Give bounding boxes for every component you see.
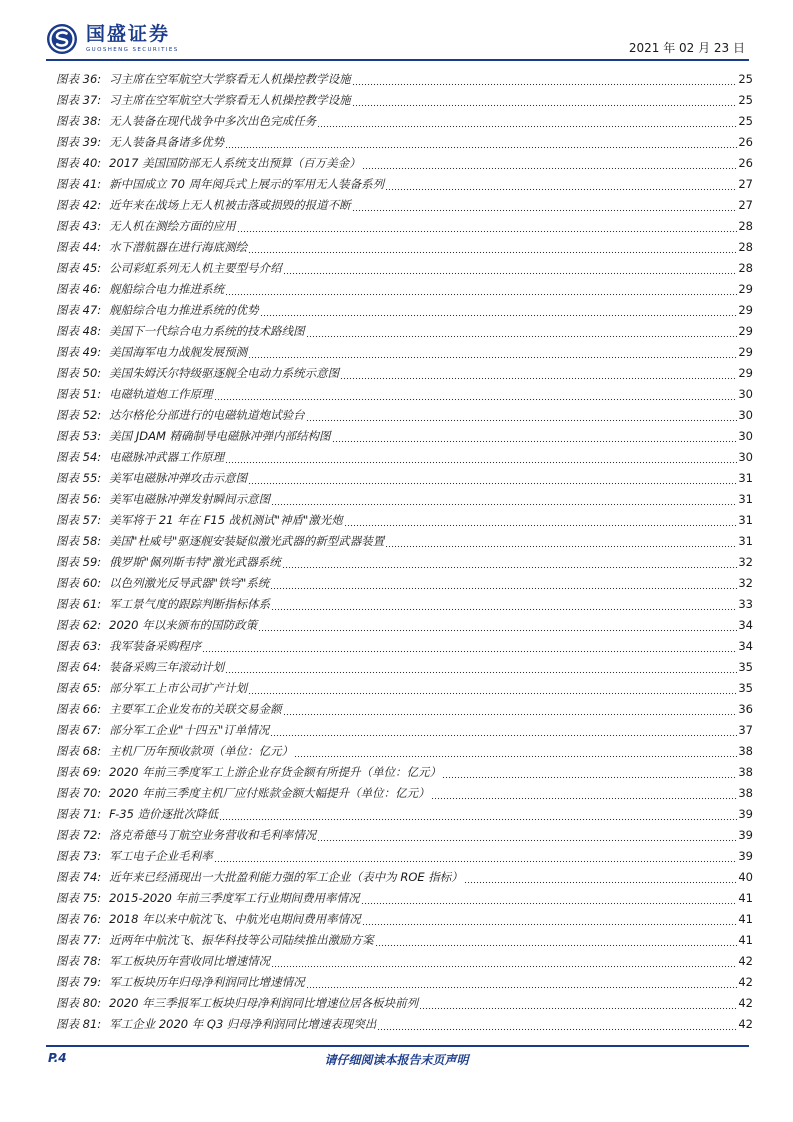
toc-dot-leader [283, 265, 738, 275]
toc-entry-page: 28 [738, 261, 753, 275]
toc-entry-page: 31 [738, 471, 753, 485]
toc-entry[interactable] [56, 571, 753, 592]
toc-entry[interactable] [56, 193, 753, 214]
toc-dot-leader [317, 832, 737, 842]
toc-dot-leader [214, 391, 738, 401]
toc-entry[interactable] [56, 340, 753, 361]
toc-entry-page: 30 [738, 450, 753, 464]
toc-entry[interactable] [56, 949, 753, 970]
toc-dot-leader [225, 664, 737, 674]
report-date: 2021 年 02 月 23 日 [628, 41, 745, 55]
toc-entry-page: 31 [738, 534, 753, 548]
toc-entry-label: 图表 78: [56, 954, 102, 968]
toc-entry-label: 图表 73: [56, 849, 102, 863]
toc-entry-label: 图表 55: [56, 471, 102, 485]
header-divider [46, 59, 749, 61]
toc-entry-page: 41 [738, 912, 753, 926]
toc-entry-page: 29 [738, 345, 753, 359]
toc-entry-label: 图表 40: [56, 156, 102, 170]
toc-dot-leader [306, 412, 738, 422]
toc-entry-page: 38 [738, 744, 753, 758]
toc-entry-title: 以色列激光反导武器"铁穹"系统 [109, 576, 270, 590]
toc-dot-leader [248, 349, 737, 359]
toc-entry-page: 37 [738, 723, 753, 737]
toc-entry-page: 34 [738, 639, 753, 653]
toc-entry-page: 38 [738, 786, 753, 800]
toc-dot-leader [362, 160, 738, 170]
toc-dot-leader [344, 517, 738, 527]
logo-english-name: GUOSHENG SECURITIES [86, 47, 179, 53]
toc-entry-title: 美国下一代综合电力系统的技术路线图 [109, 324, 305, 338]
toc-entry[interactable] [56, 487, 753, 508]
toc-entry[interactable] [56, 718, 753, 739]
toc-entry-label: 图表 45: [56, 261, 102, 275]
toc-dot-leader [271, 496, 737, 506]
toc-dot-leader [385, 538, 737, 548]
toc-entry[interactable] [56, 613, 753, 634]
toc-entry-page: 42 [738, 975, 753, 989]
toc-entry-page: 25 [738, 93, 753, 107]
toc-dot-leader [361, 895, 738, 905]
toc-entry[interactable] [56, 823, 753, 844]
toc-entry[interactable] [56, 508, 753, 529]
toc-entry-label: 图表 36: [56, 72, 102, 86]
toc-entry-label: 图表 37: [56, 93, 102, 107]
toc-entry-title: 美军电磁脉冲弹攻击示意图 [109, 471, 248, 485]
toc-entry-label: 图表 50: [56, 366, 102, 380]
toc-entry[interactable] [56, 907, 753, 928]
toc-entry[interactable] [56, 529, 753, 550]
toc-entry-title: 俄罗斯"佩列斯韦特"激光武器系统 [109, 555, 281, 569]
toc-entry-label: 图表 69: [56, 765, 102, 779]
toc-dot-leader [385, 181, 737, 191]
toc-entry-title: 主要军工企业发布的关联交易金额 [109, 702, 282, 716]
toc-entry[interactable] [56, 109, 753, 130]
toc-entry[interactable] [56, 319, 753, 340]
toc-entry-title: 部分军工企业"十四五"订单情况 [109, 723, 270, 737]
toc-entry-page: 34 [738, 618, 753, 632]
toc-dot-leader [377, 1021, 737, 1031]
toc-dot-leader [260, 307, 738, 317]
footer-disclaimer: 请仔细阅读本报告末页声明 [324, 1053, 469, 1067]
toc-dot-leader [270, 580, 737, 590]
toc-entry-title: 近年来已经涌现出一大批盈利能力强的军工企业（表中为 ROE 指标） [109, 870, 463, 884]
toc-entry-title: 美国"杜威号"驱逐舰安装疑似激光武器的新型武器装置 [109, 534, 385, 548]
toc-entry-page: 29 [738, 324, 753, 338]
toc-entry-page: 32 [738, 576, 753, 590]
toc-entry[interactable] [56, 991, 753, 1012]
toc-entry-page: 26 [738, 156, 753, 170]
toc-entry-title: 习主席在空军航空大学察看无人机操控教学设施 [109, 72, 351, 86]
toc-entry-label: 图表 80: [56, 996, 102, 1010]
toc-entry[interactable] [56, 739, 753, 760]
toc-entry-title: 美军电磁脉冲弹发射瞬间示意图 [109, 492, 271, 506]
toc-dot-leader [352, 76, 738, 86]
toc-entry-title: 电磁轨道炮工作原理 [109, 387, 213, 401]
toc-entry-page: 27 [738, 177, 753, 191]
toc-entry-page: 30 [738, 429, 753, 443]
toc-dot-leader [225, 286, 737, 296]
toc-entry-page: 29 [738, 282, 753, 296]
toc-entry-title: 2017 美国国防部无人系统支出预算（百万美金） [109, 156, 361, 170]
toc-entry-title: F-35 造价逐批次降低 [109, 807, 219, 821]
toc-dot-leader [352, 202, 738, 212]
toc-dot-leader [419, 1000, 737, 1010]
toc-dot-leader [332, 433, 738, 443]
toc-entry[interactable] [56, 130, 753, 151]
toc-entry-title: 美国海军电力战舰发展预测 [109, 345, 248, 359]
toc-entry-page: 25 [738, 72, 753, 86]
toc-entry-page: 42 [738, 954, 753, 968]
toc-entry-label: 图表 43: [56, 219, 102, 233]
toc-entry-label: 图表 70: [56, 786, 102, 800]
company-logo [46, 22, 179, 56]
toc-entry-title: 近两年中航沈飞、振华科技等公司陆续推出激励方案 [109, 933, 374, 947]
toc-entry-label: 图表 62: [56, 618, 102, 632]
toc-entry-title: 我军装备采购程序 [109, 639, 202, 653]
toc-dot-leader [248, 475, 737, 485]
toc-entry[interactable] [56, 676, 753, 697]
toc-dot-leader [225, 139, 737, 149]
toc-entry-title: 2018 年以来中航沈飞、中航光电期间费用率情况 [109, 912, 361, 926]
toc-entry-page: 42 [738, 1017, 753, 1031]
guosheng-logo-icon [46, 23, 78, 55]
toc-entry[interactable] [56, 277, 753, 298]
toc-entry-page: 28 [738, 240, 753, 254]
toc-entry-title: 2020 年三季报军工板块归母净利润同比增速位居各板块前列 [109, 996, 419, 1010]
toc-dot-leader [270, 727, 737, 737]
toc-entry-label: 图表 76: [56, 912, 102, 926]
toc-entry-title: 军工企业 2020 年 Q3 归母净利润同比增速表现突出 [109, 1017, 377, 1031]
toc-entry-title: 部分军工上市公司扩产计划 [109, 681, 248, 695]
toc-entry-title: 美国 JDAM 精确制导电磁脉冲弹内部结构图 [109, 429, 331, 443]
toc-entry-title: 习主席在空军航空大学察看无人机操控教学设施 [109, 93, 351, 107]
toc-entry-label: 图表 65: [56, 681, 102, 695]
toc-entry[interactable] [56, 655, 753, 676]
toc-dot-leader [317, 118, 737, 128]
toc-entry-title: 2020 年以来颁布的国防政策 [109, 618, 258, 632]
toc-entry[interactable] [56, 550, 753, 571]
toc-entry[interactable] [56, 865, 753, 886]
page-header [0, 0, 793, 60]
toc-entry-label: 图表 63: [56, 639, 102, 653]
toc-entry-label: 图表 79: [56, 975, 102, 989]
toc-entry-title: 军工景气度的跟踪判断指标体系 [109, 597, 271, 611]
toc-entry-title: 洛克希德马丁航空业务营收和毛利率情况 [109, 828, 317, 842]
toc-dot-leader [202, 643, 737, 653]
toc-entry-page: 39 [738, 849, 753, 863]
toc-entry-label: 图表 49: [56, 345, 102, 359]
toc-entry-label: 图表 51: [56, 387, 102, 401]
toc-entry-page: 29 [738, 366, 753, 380]
toc-dot-leader [306, 328, 738, 338]
toc-entry-page: 31 [738, 513, 753, 527]
toc-entry-label: 图表 72: [56, 828, 102, 842]
toc-entry-page: 27 [738, 198, 753, 212]
toc-entry-label: 图表 67: [56, 723, 102, 737]
toc-dot-leader [283, 706, 738, 716]
toc-dot-leader [442, 769, 737, 779]
toc-entry-title: 近年来在战场上无人机被击落或损毁的报道不断 [109, 198, 351, 212]
toc-dot-leader [237, 223, 738, 233]
toc-entry-page: 41 [738, 933, 753, 947]
toc-entry[interactable] [56, 151, 753, 172]
toc-entry-label: 图表 74: [56, 870, 102, 884]
toc-dot-leader [258, 622, 737, 632]
toc-dot-leader [214, 853, 738, 863]
toc-entry[interactable] [56, 256, 753, 277]
toc-dot-leader [431, 790, 738, 800]
toc-entry-title: 舰船综合电力推进系统 [109, 282, 225, 296]
toc-dot-leader [219, 811, 737, 821]
toc-dot-leader [294, 748, 737, 758]
toc-entry-label: 图表 46: [56, 282, 102, 296]
toc-entry[interactable] [56, 844, 753, 865]
toc-entry[interactable] [56, 298, 753, 319]
toc-entry-page: 31 [738, 492, 753, 506]
toc-entry[interactable] [56, 466, 753, 487]
toc-entry-page: 25 [738, 114, 753, 128]
toc-entry-label: 图表 68: [56, 744, 102, 758]
toc-entry-label: 图表 54: [56, 450, 102, 464]
toc-entry[interactable] [56, 970, 753, 991]
toc-entry[interactable] [56, 214, 753, 235]
toc-entry-label: 图表 52: [56, 408, 102, 422]
toc-entry-label: 图表 47: [56, 303, 102, 317]
toc-entry-label: 图表 71: [56, 807, 102, 821]
toc-entry-label: 图表 39: [56, 135, 102, 149]
toc-entry-title: 舰船综合电力推进系统的优势 [109, 303, 259, 317]
toc-entry-title: 军工电子企业毛利率 [109, 849, 213, 863]
toc-entry-page: 42 [738, 996, 753, 1010]
footer-page-number: P.4 [48, 1051, 67, 1065]
toc-entry-page: 30 [738, 408, 753, 422]
toc-dot-leader [225, 454, 737, 464]
toc-entry[interactable] [56, 886, 753, 907]
toc-entry[interactable] [56, 67, 753, 88]
toc-entry[interactable] [56, 1012, 753, 1033]
toc-entry[interactable] [56, 634, 753, 655]
toc-entry-title: 水下潜航器在进行海底测绘 [109, 240, 248, 254]
toc-entry-title: 公司彩虹系列无人机主要型号介绍 [109, 261, 282, 275]
toc-entry-label: 图表 44: [56, 240, 102, 254]
toc-dot-leader [271, 958, 737, 968]
toc-entry-title: 军工板块历年归母净利润同比增速情况 [109, 975, 305, 989]
toc-dot-leader [375, 937, 738, 947]
toc-entry-label: 图表 64: [56, 660, 102, 674]
toc-entry-title: 新中国成立 70 周年阅兵式上展示的军用无人装备系列 [109, 177, 385, 191]
footer-divider [46, 1045, 749, 1047]
toc-entry-title: 2020 年前三季度主机厂应付账款金额大幅提升（单位：亿元） [109, 786, 430, 800]
toc-entry-label: 图表 77: [56, 933, 102, 947]
toc-entry[interactable] [56, 424, 753, 445]
toc-dot-leader [340, 370, 737, 380]
toc-entry-page: 30 [738, 387, 753, 401]
toc-entry-title: 军工板块历年营收同比增速情况 [109, 954, 271, 968]
toc-entry-page: 35 [738, 660, 753, 674]
toc-entry-page: 35 [738, 681, 753, 695]
toc-entry-page: 32 [738, 555, 753, 569]
toc-dot-leader [248, 244, 737, 254]
toc-entry-title: 2015-2020 年前三季度军工行业期间费用率情况 [109, 891, 360, 905]
toc-entry-title: 无人装备具备诸多优势 [109, 135, 225, 149]
toc-entry-label: 图表 42: [56, 198, 102, 212]
toc-entry-page: 41 [738, 891, 753, 905]
toc-entry[interactable] [56, 403, 753, 424]
toc-entry-label: 图表 58: [56, 534, 102, 548]
toc-entry-label: 图表 60: [56, 576, 102, 590]
toc-entry[interactable] [56, 592, 753, 613]
toc-entry[interactable] [56, 235, 753, 256]
toc-entry[interactable] [56, 445, 753, 466]
toc-entry-page: 29 [738, 303, 753, 317]
toc-entry[interactable] [56, 697, 753, 718]
toc-entry-page: 28 [738, 219, 753, 233]
toc-entry-label: 图表 41: [56, 177, 102, 191]
toc-entry-label: 图表 48: [56, 324, 102, 338]
toc-entry-page: 39 [738, 828, 753, 842]
toc-dot-leader [306, 979, 738, 989]
toc-entry[interactable] [56, 781, 753, 802]
toc-entry-label: 图表 38: [56, 114, 102, 128]
toc-entry-title: 主机厂历年预收款项（单位：亿元） [109, 744, 294, 758]
table-of-figures [56, 67, 753, 1033]
toc-entry-title: 美国朱姆沃尔特级驱逐舰全电动力系统示意图 [109, 366, 340, 380]
toc-entry-title: 2020 年前三季度军工上游企业存货金额有所提升（单位：亿元） [109, 765, 442, 779]
toc-entry-label: 图表 59: [56, 555, 102, 569]
toc-entry-label: 图表 57: [56, 513, 102, 527]
logo-chinese-name: 国盛证券 [86, 23, 171, 45]
toc-entry-label: 图表 53: [56, 429, 102, 443]
toc-entry[interactable] [56, 88, 753, 109]
toc-dot-leader [271, 601, 737, 611]
toc-entry-page: 39 [738, 807, 753, 821]
toc-entry[interactable] [56, 382, 753, 403]
toc-entry-title: 达尔格伦分部进行的电磁轨道炮试验台 [109, 408, 305, 422]
toc-entry-title: 无人装备在现代战争中多次出色完成任务 [109, 114, 317, 128]
toc-dot-leader [464, 874, 738, 884]
toc-entry-label: 图表 81: [56, 1017, 102, 1031]
toc-entry[interactable] [56, 928, 753, 949]
toc-entry-label: 图表 56: [56, 492, 102, 506]
toc-entry-title: 美军将于 21 年在 F15 战机测试"神盾"激光炮 [109, 513, 343, 527]
toc-entry-page: 26 [738, 135, 753, 149]
toc-entry-page: 40 [738, 870, 753, 884]
toc-entry-label: 图表 75: [56, 891, 102, 905]
toc-entry-page: 36 [738, 702, 753, 716]
toc-entry-title: 无人机在测绘方面的应用 [109, 219, 236, 233]
toc-entry[interactable] [56, 802, 753, 823]
toc-entry[interactable] [56, 760, 753, 781]
toc-entry-page: 33 [738, 597, 753, 611]
toc-entry[interactable] [56, 172, 753, 193]
toc-dot-leader [282, 559, 738, 569]
toc-entry[interactable] [56, 361, 753, 382]
toc-dot-leader [352, 97, 738, 107]
toc-entry-title: 装备采购三年滚动计划 [109, 660, 225, 674]
toc-dot-leader [248, 685, 737, 695]
toc-entry-page: 38 [738, 765, 753, 779]
toc-entry-label: 图表 66: [56, 702, 102, 716]
toc-entry-label: 图表 61: [56, 597, 102, 611]
toc-dot-leader [362, 916, 738, 926]
toc-entry-title: 电磁脉冲武器工作原理 [109, 450, 225, 464]
